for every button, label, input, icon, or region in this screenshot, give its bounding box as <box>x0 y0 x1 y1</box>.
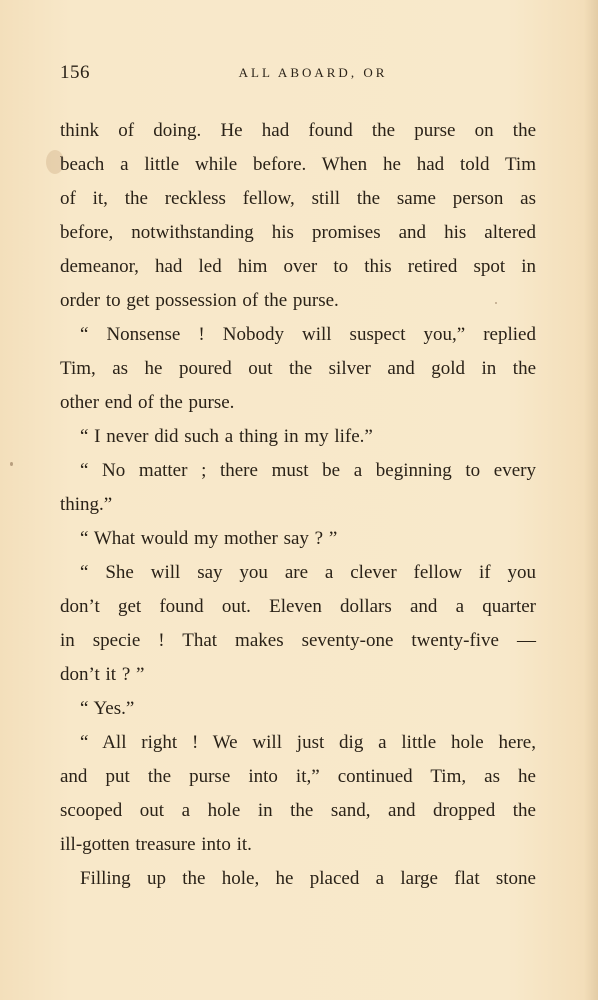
page-header <box>60 62 536 88</box>
text-line: “ Nonsense ! Nobody will suspect you,” replied <box>80 324 536 345</box>
text-line: scooped out a hole in the sand, and dropped the <box>60 800 536 821</box>
body-text <box>60 114 536 896</box>
text-line: other end of the purse. <box>60 392 235 413</box>
text-line: “ What would my mother say ? ” <box>80 528 338 549</box>
text-line: in specie ! That makes seventy-one twenty-five — <box>60 630 536 651</box>
text-line: before, notwithstanding his promises and his altered <box>60 222 536 243</box>
text-line: don’t get found out. Eleven dollars and a quarter <box>60 596 536 617</box>
text-line: thing.” <box>60 494 113 515</box>
page-number: 156 <box>60 62 90 83</box>
text-line: “ She will say you are a clever fellow if you <box>80 562 536 583</box>
text-line: Tim, as he poured out the silver and gold in the <box>60 358 536 379</box>
text-line: “ Yes.” <box>80 698 135 719</box>
text-line: demeanor, had led him over to this retired spot in <box>60 256 536 277</box>
text-line: “ All right ! We will just dig a little hole here, <box>80 732 536 753</box>
text-line: “ I never did such a thing in my life.” <box>80 426 373 447</box>
page-edge-shadow <box>584 0 598 1000</box>
page-speck <box>10 462 13 466</box>
text-line: “ No matter ; there must be a beginning to every <box>80 460 536 481</box>
running-head: ALL ABOARD, OR <box>238 65 388 80</box>
text-line: of it, the reckless fellow, still the same person as <box>60 188 536 209</box>
text-line: ill-gotten treasure into it. <box>60 834 252 855</box>
text-line: order to get possession of the purse. <box>60 290 339 311</box>
text-line: Filling up the hole, he placed a large flat stone <box>80 868 536 889</box>
text-line: beach a little while before. When he had told Tim <box>60 154 536 175</box>
text-line: think of doing. He had found the purse on the <box>60 120 536 141</box>
text-line: and put the purse into it,” continued Tim, as he <box>60 766 536 787</box>
text-line: don’t it ? ” <box>60 664 145 685</box>
